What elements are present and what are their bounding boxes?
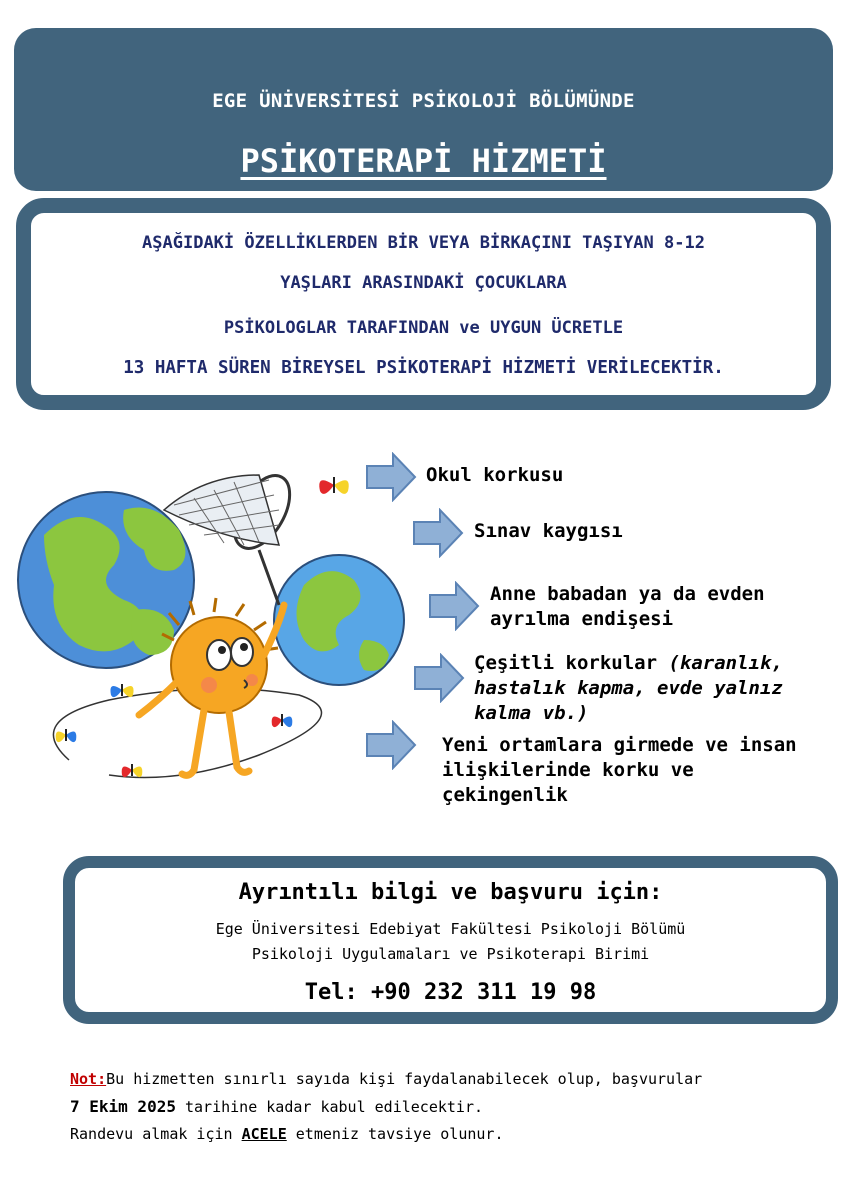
contact-line: Psikoloji Uygulamaları ve Psikoterapi Birimi [251, 945, 650, 963]
note: Not:Bu hizmetten sınırlı sayıda kişi faydalanabilecek olup, başvurular 7 Ekim 2025 tarihine kadar kabul edilecektir. Randevu almak için ACELE etmeniz tavsiye olunur. [70, 1070, 703, 1143]
intro-line: YAŞLARI ARASINDAKİ ÇOCUKLARA [280, 273, 567, 293]
urgent-word: ACELE [241, 1125, 287, 1143]
list-item: Sınav kaygısı [474, 520, 623, 542]
list-item: Okul korkusu [426, 464, 564, 486]
butterfly-icon [122, 764, 143, 777]
header-subtitle: EGE ÜNİVERSİTESİ PSİKOLOJİ BÖLÜMÜNDE [212, 90, 635, 112]
intro-line: PSİKOLOGLAR TARAFINDAN ve UYGUN ÜCRETLE [223, 318, 624, 338]
header-title: PSİKOTERAPİ HİZMETİ [240, 142, 607, 180]
butterfly-icon [56, 729, 77, 742]
contact-phone: Tel: +90 232 311 19 98 [304, 980, 597, 1005]
intro-line: 13 HAFTA SÜREN BİREYSEL PSİKOTERAPİ HİZMETİ VERİLECEKTİR. [123, 358, 724, 378]
contact-title: Ayrıntılı bilgi ve başvuru için: [238, 880, 663, 905]
contact-line: Ege Üniversitesi Edebiyat Fakültesi Psikoloji Bölümü [215, 920, 686, 938]
contact-box [63, 856, 838, 1024]
illustration [14, 440, 414, 800]
right-arrow-icon [413, 653, 465, 703]
right-arrow-icon [365, 452, 417, 502]
planet-icon [18, 492, 194, 668]
planet-icon [274, 555, 404, 685]
header-banner [14, 28, 833, 191]
right-arrow-icon [412, 508, 464, 558]
butterfly-icon [319, 477, 348, 494]
right-arrow-icon [428, 581, 480, 631]
list-item: Çeşitli korkular (karanlık, hastalık kapma, evde yalnız kalma vb.) [474, 652, 783, 724]
list-item: Yeni ortamlara girmede ve insan ilişkilerinde korku ve çekingenlik [442, 734, 797, 806]
butterfly-icon [272, 714, 293, 727]
list-item: Anne babadan ya da evden ayrılma endişesi [490, 583, 765, 630]
note-label: Not: [70, 1070, 107, 1088]
deadline-date: 7 Ekim 2025 [70, 1097, 176, 1116]
intro-box [16, 198, 831, 410]
right-arrow-icon [365, 720, 417, 770]
intro-line: AŞAĞIDAKİ ÖZELLİKLERDEN BİR VEYA BİRKAÇINI TAŞIYAN 8-12 [142, 233, 705, 253]
butterfly-icon [110, 684, 133, 697]
